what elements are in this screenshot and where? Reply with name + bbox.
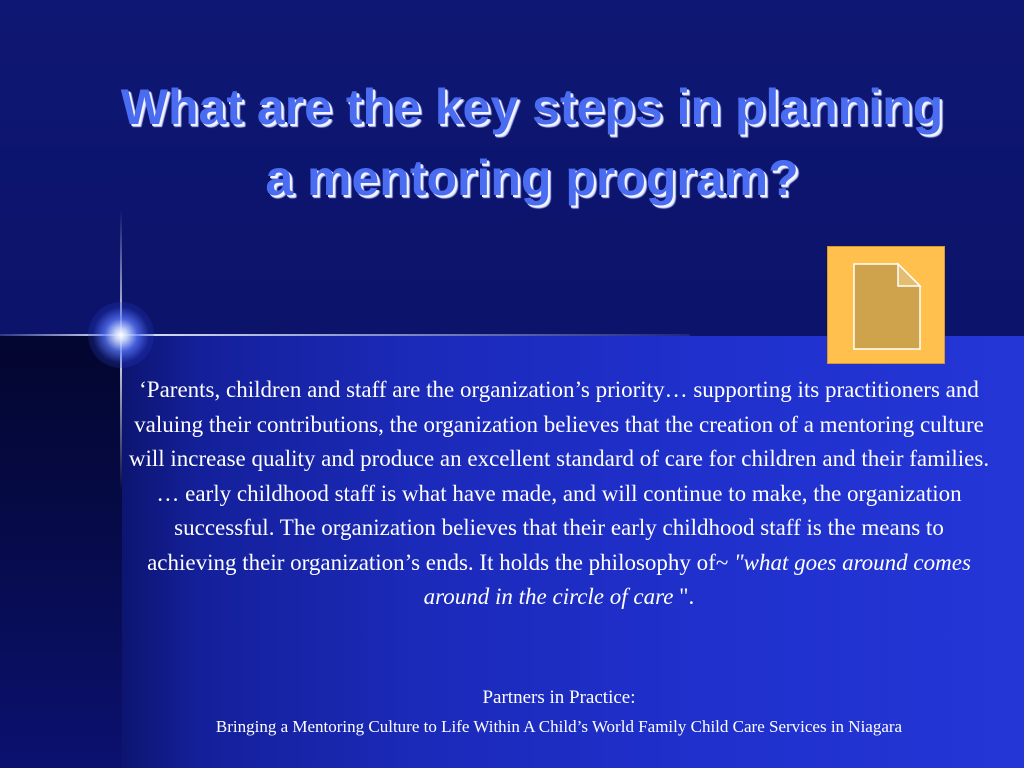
quote-italic-text: "what goes around comes around in the circle of care: [423, 549, 971, 609]
quote-closing: ".: [673, 584, 695, 609]
source-line-2: Bringing a Mentoring Culture to Life Within A Child’s World Family Child Care Services in Niagara: [215, 717, 903, 736]
document-icon-graphic: [828, 247, 946, 365]
quote-paragraph: [128, 373, 990, 615]
left-dark-shade: [0, 336, 122, 768]
document-icon[interactable]: [827, 246, 945, 364]
quote-text: ‘Parents, children and staff are the organization’s priority… supporting its practitioners and valuing their contributions, the organization believes that the creation of a mentoring culture will increase quality and produce an excellent standard of care for children and their families. … early childhood staff is what have made, and will continue to make, the organization successful. The organization believes that their early childhood staff is the means to achieving their organization’s ends. It holds the philosophy of~: [128, 377, 990, 575]
source-line-1: Partners in Practice:: [482, 687, 636, 708]
slide-title: What are the key steps in planning a mentoring program?: [120, 79, 944, 206]
star-glow-icon: [88, 302, 154, 368]
quote-source: [128, 686, 990, 738]
